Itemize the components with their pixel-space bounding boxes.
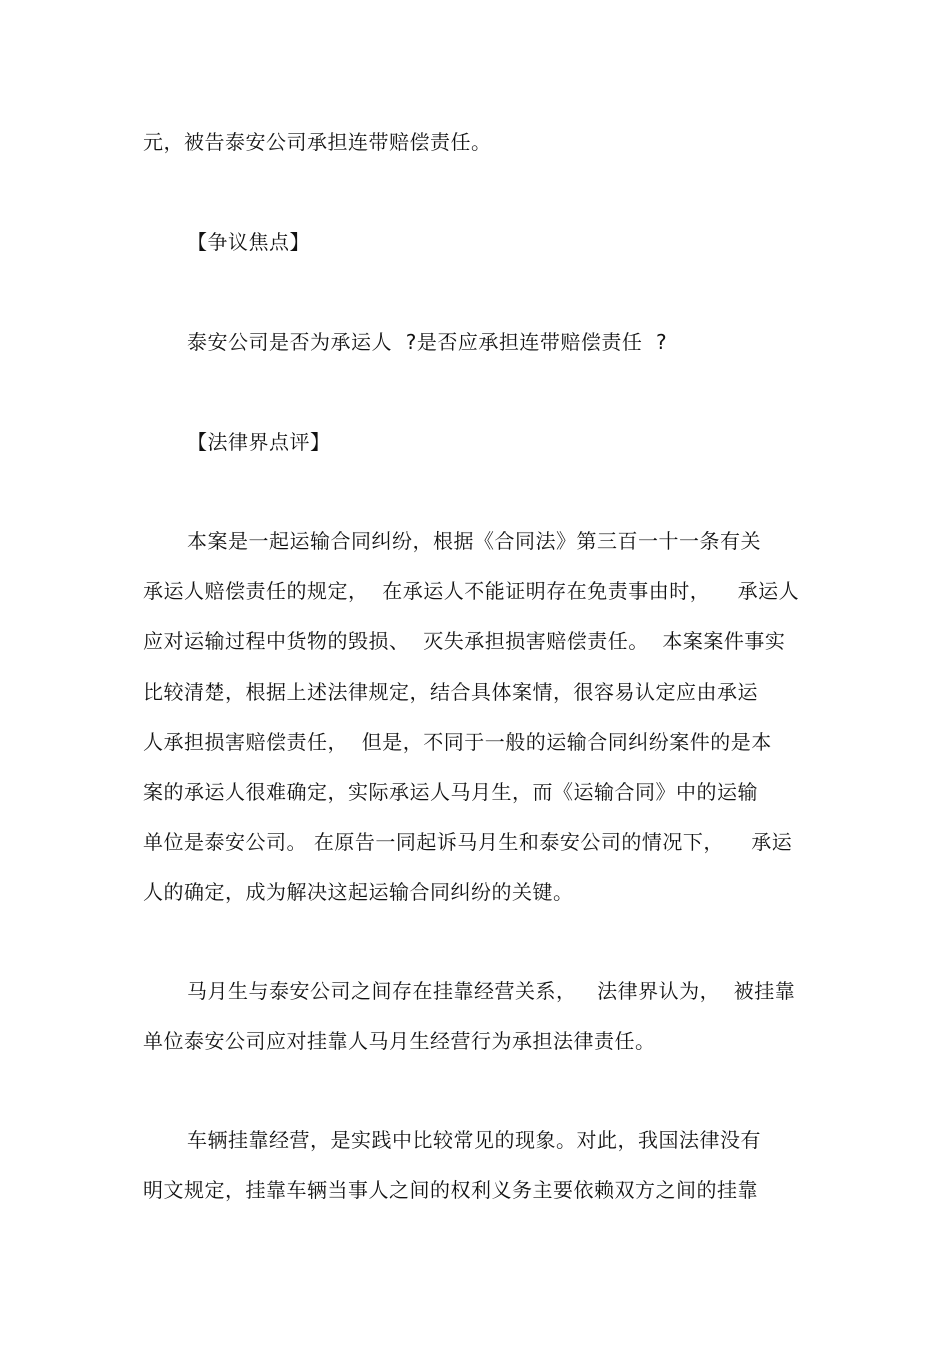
text-line-8: 比较清楚，根据上述法律规定，结合具体案情，很容易认定应由承运: [143, 680, 758, 704]
text-line-15: 车辆挂靠经营，是实践中比较常见的现象。对此，我国法律没有: [187, 1128, 761, 1152]
text-line-3: 泰安公司是否为承运人 ?是否应承担连带赔偿责任 ?: [187, 330, 668, 354]
text-line-7: 应对运输过程中货物的毁损、 灭失承担损害赔偿责任。 本案案件事实: [143, 629, 786, 653]
text-line-9: 人承担损害赔偿责任， 但是，不同于一般的运输合同纠纷案件的是本: [143, 730, 772, 754]
text-line-14: 单位泰安公司应对挂靠人马月生经营行为承担法律责任。: [143, 1029, 656, 1053]
text-line-16: 明文规定，挂靠车辆当事人之间的权利义务主要依赖双方之间的挂靠: [143, 1178, 758, 1202]
text-line-6: 承运人赔偿责任的规定， 在承运人不能证明存在免责事由时， 承运人: [143, 579, 800, 603]
text-line-1: 元，被告泰安公司承担连带赔偿责任。: [143, 130, 492, 154]
text-line-11: 单位是泰安公司。 在原告一同起诉马月生和泰安公司的情况下， 承运: [143, 830, 793, 854]
text-line-12: 人的确定，成为解决这起运输合同纠纷的关键。: [143, 880, 574, 904]
text-line-13: 马月生与泰安公司之间存在挂靠经营关系， 法律界认为， 被挂靠: [187, 979, 796, 1003]
section-heading-legal-commentary: 【法律界点评】: [187, 430, 331, 454]
text-line-10: 案的承运人很难确定，实际承运人马月生，而《运输合同》中的运输: [143, 780, 758, 804]
section-heading-dispute-focus: 【争议焦点】: [187, 230, 310, 254]
text-line-5: 本案是一起运输合同纠纷，根据《合同法》第三百一十一条有关: [187, 529, 761, 553]
